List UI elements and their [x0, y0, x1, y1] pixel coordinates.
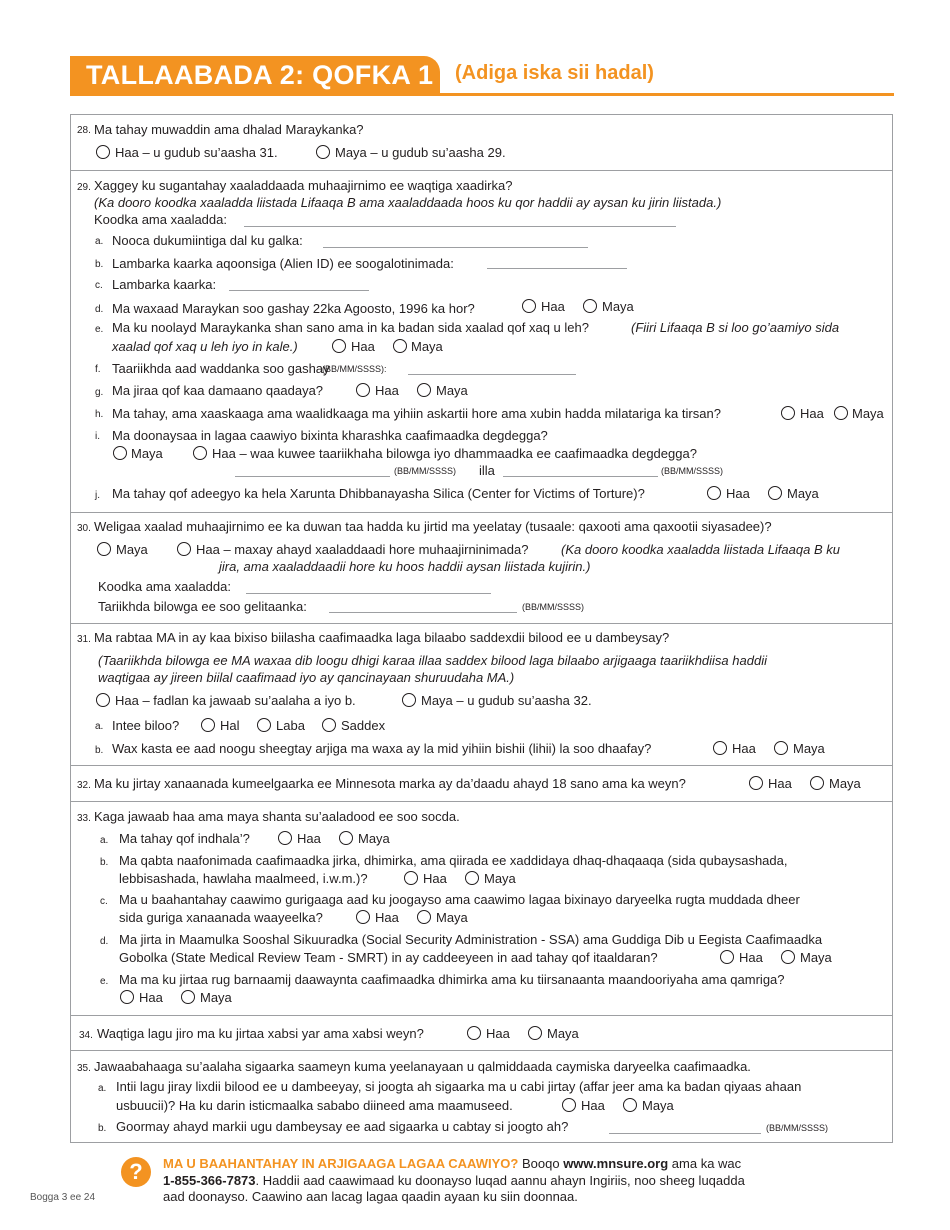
item-h-text: Ma tahay, ama xaaskaaga ama waalidkaaga ma yihiin askartii hore ama xubin hadda milatariga ka tirsan? — [112, 406, 721, 421]
yes-label: Haa — [581, 1098, 605, 1113]
item-f-text: Taariikhda aad waddanka soo gashay — [112, 361, 330, 376]
item-letter: f. — [95, 364, 101, 375]
question-number: 30. — [77, 523, 91, 534]
item-i-text: Ma doonaysaa in lagaa caawiyo bixinta kharashka caafimaadka degdegga? — [112, 428, 548, 443]
page-title: TALLAABADA 2: QOFKA 1 — [86, 60, 434, 90]
item-letter: g. — [95, 387, 104, 398]
item-j-text: Ma tahay qof adeegyo ka hela Xarunta Dhibbanayasha Silica (Center for Victims of Torture)? — [112, 486, 645, 501]
no-label: Maya — [131, 446, 163, 461]
q29d-yes-radio[interactable] — [522, 299, 536, 313]
yes-label: Haa — [351, 339, 375, 354]
yes-label: Haa — [768, 776, 792, 791]
question-text: Ma tahay muwaddin ama dhalad Maraykanka? — [94, 122, 364, 137]
item-letter: c. — [95, 280, 103, 291]
question-number: 35. — [77, 1063, 91, 1074]
item-letter: a. — [98, 1083, 107, 1094]
help-question-icon: ? — [121, 1157, 151, 1187]
q34-no-radio[interactable] — [528, 1026, 542, 1040]
question-number: 29. — [77, 182, 91, 193]
yes-label: Haa — [375, 383, 399, 398]
three-months-radio[interactable] — [322, 718, 336, 732]
item-d-text: Gobolka (State Medical Review Team - SMRT) in ay caddeeyeen in aad tahay qof itaaldaran? — [119, 950, 658, 965]
divider — [70, 1015, 893, 1016]
q31-yes-radio[interactable] — [96, 693, 110, 707]
item-b-text: Goormay ahayd markii ugu dambeysay ee aad sigaarka u cabtay si joogto ah? — [116, 1119, 569, 1134]
page-subtitle: (Adiga iska sii hadal) — [455, 62, 654, 84]
question-text: Kaga jawaab haa ama maya shanta su’aaladood ee soo socda. — [94, 809, 460, 824]
code-input[interactable] — [244, 226, 676, 227]
item-e-note: (Fiiri Lifaaqa B si loo go’aamiyo sida — [631, 320, 840, 335]
no-label: Maya — [358, 831, 390, 846]
two-months-label: Laba — [276, 718, 305, 733]
q33e-no-radio[interactable] — [181, 990, 195, 1004]
item-letter: h. — [95, 409, 104, 420]
yes-label: Haa — [739, 950, 763, 965]
no-label: Maya — [793, 741, 825, 756]
language-text: . Haddii aad caawimaad ku doonayso luqad aannu ahayn Ingiriis, noo sheeg luqadda — [255, 1173, 745, 1188]
question-note: jira, ama xaaladdaadii hore ku hoos haddii aysan liistada kujirin.) — [219, 559, 591, 574]
q33c-no-radio[interactable] — [417, 910, 431, 924]
two-months-radio[interactable] — [257, 718, 271, 732]
item-e-text: Ma ku noolayd Maraykanka shan sano ama in ka badan sida xaalad qof xaq u leh? — [112, 320, 589, 335]
question-text: Weligaa xaalad muhaajirnimo ee ka duwan taa hadda ku jirtid ma yeelatay (tusaale: qaxooti ama qaxootii siyasadee)? — [94, 519, 772, 534]
item-letter: b. — [95, 745, 104, 756]
item-a-text: Ma tahay qof indhala’? — [119, 831, 250, 846]
item-a-text: Intii lagu jiray lixdii bilood ee u dambeeyay, si joogta ah sigaarka ma u cabi jirtay (affar jeer ama ka badan qiyaas ahaan — [116, 1079, 802, 1094]
q31-no-radio[interactable] — [402, 693, 416, 707]
item-letter: j. — [95, 490, 100, 501]
date-format: (BB/MM/SSSS): — [322, 364, 387, 374]
item-letter: b. — [95, 259, 104, 270]
q33a-no-radio[interactable] — [339, 831, 353, 845]
until-label: illa — [479, 463, 495, 478]
divider — [70, 623, 893, 624]
q33e-yes-radio[interactable] — [120, 990, 134, 1004]
emergency-end-input[interactable] — [503, 476, 658, 477]
yes-label: Haa – waa kuwee taariikhaha bilowga iyo dhammaadka ee caafimaadka degdegga? — [212, 446, 697, 461]
q31b-no-radio[interactable] — [774, 741, 788, 755]
q29j-yes-radio[interactable] — [707, 486, 721, 500]
q34-yes-radio[interactable] — [467, 1026, 481, 1040]
help-line-2 — [163, 1173, 745, 1188]
no-label: Maya — [436, 383, 468, 398]
no-label: Maya — [852, 406, 884, 421]
phone-number[interactable]: 1-855-366-7873 — [163, 1173, 256, 1188]
yes-label: Haa — [541, 299, 565, 314]
divider — [70, 170, 893, 171]
q29g-no-radio[interactable] — [417, 383, 431, 397]
question-note: waqtigaa ay jireen biilal caafimaad iyo ay qancinayaan shuruudaha MA.) — [98, 670, 515, 685]
yes-label: Haa – fadlan ka jawaab su’aalaha a iyo b. — [115, 693, 356, 708]
entry-date-input[interactable] — [408, 374, 576, 375]
yes-label: Haa — [486, 1026, 510, 1041]
item-letter: i. — [95, 431, 100, 442]
question-number: 33. — [77, 813, 91, 824]
item-letter: a. — [95, 236, 104, 247]
no-label: Maya – u gudub su’aasha 32. — [421, 693, 592, 708]
prior-code-input[interactable] — [246, 593, 491, 594]
card-number-input[interactable] — [229, 290, 369, 291]
no-label: Maya — [787, 486, 819, 501]
q29i-no-radio[interactable] — [113, 446, 127, 460]
visit-text: Booqo — [521, 1156, 560, 1171]
q28-yes-label: Haa – u gudub su’aasha 31. — [115, 145, 278, 160]
divider — [70, 801, 893, 802]
question-number: 28. — [77, 125, 91, 136]
question-note: (Ka dooro koodka xaaladda liistada Lifaaqa B ku — [561, 542, 840, 557]
last-smoked-date-input[interactable] — [609, 1133, 761, 1134]
yes-label: Haa — [732, 741, 756, 756]
no-label: Maya — [829, 776, 861, 791]
item-c-text: Lambarka kaarka: — [112, 277, 217, 292]
code-label: Koodka ama xaaladda: — [94, 212, 227, 227]
question-text: Ma rabtaa MA in ay kaa bixiso biilasha caafimaadka laga bilaabo saddexdii bilood ee u dambeysay? — [94, 630, 670, 645]
q35a-yes-radio[interactable] — [562, 1098, 576, 1112]
item-letter: c. — [100, 896, 108, 907]
item-letter: d. — [95, 304, 104, 315]
website-link[interactable]: www.mnsure.org — [563, 1156, 669, 1171]
question-number: 34. — [79, 1030, 93, 1041]
item-a-text: usbuucii)? Ha ku darin isticmaalka sababo diineed ama maamuseed. — [116, 1098, 513, 1113]
item-letter: e. — [95, 324, 104, 335]
q33b-no-radio[interactable] — [465, 871, 479, 885]
date-format: (BB/MM/SSSS) — [522, 602, 585, 612]
no-label: Maya — [411, 339, 443, 354]
item-c-text: sida guriga xanaanada waayeelka? — [119, 910, 323, 925]
q28-no-radio[interactable] — [316, 145, 330, 159]
q32-yes-radio[interactable] — [749, 776, 763, 790]
item-e-note: xaalad qof xaq u leh iyo in kale.) — [112, 339, 298, 354]
no-label: Maya — [602, 299, 634, 314]
item-a-text: Intee biloo? — [112, 718, 180, 733]
q32-no-radio[interactable] — [810, 776, 824, 790]
no-label: Maya — [484, 871, 516, 886]
item-c-text: Ma u baahantahay caawimo gurigaaga aad ku joogayso ama caawimo lagaa bixinayo daryeelka rugta muddada dheer — [119, 892, 800, 907]
yes-label: Haa — [375, 910, 399, 925]
q30-yes-radio[interactable] — [177, 542, 191, 556]
divider — [70, 512, 893, 513]
item-e-text: Ma ma ku jirtaa rug barnaamij daawaynta caafimaadka dhimirka ama ku tiirsanaanta maandooriyaha ama qamriga? — [119, 972, 785, 987]
q35a-no-radio[interactable] — [623, 1098, 637, 1112]
help-line-3: aad doonayso. Caawino aan lacag lagaa qaadin ayaan ku siin doonnaa. — [163, 1189, 578, 1204]
q29h-yes-radio[interactable] — [781, 406, 795, 420]
q29j-no-radio[interactable] — [768, 486, 782, 500]
divider — [70, 765, 893, 766]
item-b-text: lebbisashada, hawlaha maalmeed, i.w.m.)? — [119, 871, 368, 886]
item-letter: b. — [100, 857, 109, 868]
no-label: Maya — [642, 1098, 674, 1113]
question-text: Waqtiga lagu jiro ma ku jirtaa xabsi yar ama xabsi weyn? — [97, 1026, 424, 1041]
question-number: 31. — [77, 634, 91, 645]
no-label: Maya — [547, 1026, 579, 1041]
call-text: ama ka wac — [671, 1156, 742, 1171]
yes-label: Haa — [139, 990, 163, 1005]
q31b-yes-radio[interactable] — [713, 741, 727, 755]
question-note: (Ka dooro koodka xaaladda liistada Lifaaqa B ama xaaladdaada hoos ku qor haddii ay aysan ku jirin liistada.) — [94, 195, 722, 210]
q29d-no-radio[interactable] — [583, 299, 597, 313]
item-d-text: Ma waxaad Maraykan soo gashay 22ka Agoosto, 1996 ka hor? — [112, 301, 475, 316]
item-letter: e. — [100, 976, 109, 987]
yes-label: Haa — [423, 871, 447, 886]
page-number: Bogga 3 ee 24 — [30, 1192, 96, 1203]
q28-yes-radio[interactable] — [96, 145, 110, 159]
one-month-label: Hal — [220, 718, 240, 733]
item-d-text: Ma jirta in Maamulka Sooshal Sikuuradka (Social Security Administration - SSA) ama Guddiga Dib u Eegista Caafimaadka — [119, 932, 823, 947]
q33d-yes-radio[interactable] — [720, 950, 734, 964]
document-type-input[interactable] — [323, 247, 588, 248]
yes-label: Haa — [726, 486, 750, 501]
question-text: Xaggey ku sugantahay xaaladdaada muhaajirnimo ee waqtiga xaadirka? — [94, 178, 513, 193]
three-months-label: Saddex — [341, 718, 386, 733]
header-rule — [70, 93, 894, 96]
q28-no-label: Maya – u gudub su’aasha 29. — [335, 145, 506, 160]
no-label: Maya — [116, 542, 148, 557]
item-letter: a. — [100, 835, 109, 846]
no-label: Maya — [200, 990, 232, 1005]
question-text: Jawaabahaaga su’aalaha sigaarka saameyn kuma yeelanayaan u qalmiddaada caymiska daryeelka caafimaadka. — [94, 1059, 751, 1074]
q33b-yes-radio[interactable] — [404, 871, 418, 885]
item-g-text: Ma jiraa qof kaa damaano qaadaya? — [112, 383, 324, 398]
date-label: Tariikhda bilowga ee soo gelitaanka: — [98, 599, 307, 614]
help-heading: MA U BAAHANTAHAY IN ARJIGAAGA LAGAA CAAWIYO? — [163, 1156, 519, 1171]
question-text: Ma ku jirtay xanaanada kumeelgaarka ee Minnesota marka ay da’daadu ahayd 18 sano ama ka weyn? — [94, 776, 686, 791]
q29i-yes-radio[interactable] — [193, 446, 207, 460]
date-format: (BB/MM/SSSS) — [766, 1123, 829, 1133]
item-a-text: Nooca dukumiintiga dal ku galka: — [112, 233, 303, 248]
q29e-no-radio[interactable] — [393, 339, 407, 353]
emergency-start-input[interactable] — [235, 476, 390, 477]
q29h-no-radio[interactable] — [834, 406, 848, 420]
q30-no-radio[interactable] — [97, 542, 111, 556]
q33c-yes-radio[interactable] — [356, 910, 370, 924]
no-label: Maya — [436, 910, 468, 925]
divider — [70, 1050, 893, 1051]
yes-label: Haa — [800, 406, 824, 421]
one-month-radio[interactable] — [201, 718, 215, 732]
q33d-no-radio[interactable] — [781, 950, 795, 964]
yes-label: Haa — [297, 831, 321, 846]
item-b-text: Wax kasta ee aad noogu sheegtay arjiga ma waxa ay la mid yihiin bishii (lihii) la soo dhaafay? — [112, 741, 652, 756]
item-b-text: Ma qabta naafonimada caafimaadka jirka, dhimirka, ama qiirada ee xaddidaya dhaq-dhaqaaqa (sida qubaysashada, — [119, 853, 788, 868]
date-format: (BB/MM/SSSS) — [661, 466, 724, 476]
yes-label: Haa – maxay ahayd xaaladdaadi hore muhaajirninimada? — [196, 542, 529, 557]
help-line-1 — [163, 1156, 741, 1171]
q33a-yes-radio[interactable] — [278, 831, 292, 845]
prior-start-date-input[interactable] — [329, 612, 517, 613]
date-format: (BB/MM/SSSS) — [394, 466, 457, 476]
q29e-yes-radio[interactable] — [332, 339, 346, 353]
item-letter: a. — [95, 721, 104, 732]
item-letter: b. — [98, 1123, 107, 1134]
alien-id-input[interactable] — [487, 268, 627, 269]
q29g-yes-radio[interactable] — [356, 383, 370, 397]
code-label: Koodka ama xaaladda: — [98, 579, 231, 594]
question-note: (Taariikhda bilowga ee MA waxaa dib loogu dhigi karaa illaa saddex bilood laga bilaabo arjigaaga taariikhdiisa haddii — [98, 653, 767, 668]
item-letter: d. — [100, 936, 109, 947]
item-b-text: Lambarka kaarka aqoonsiga (Alien ID) ee soogalotinimada: — [112, 256, 454, 271]
no-label: Maya — [800, 950, 832, 965]
question-number: 32. — [77, 780, 91, 791]
